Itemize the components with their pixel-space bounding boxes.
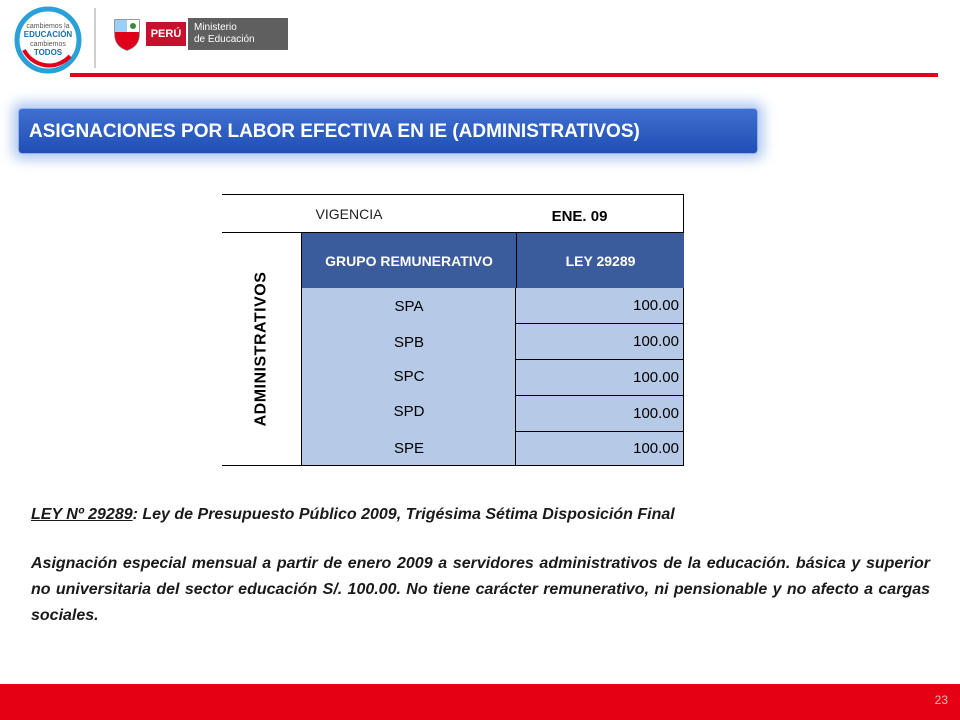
footer-bar bbox=[0, 684, 960, 720]
law-title: : Ley de Presupuesto Público 2009, Trigésima Sétima Disposición Final bbox=[132, 506, 675, 523]
side-label-cell bbox=[222, 232, 302, 466]
slide-title: ASIGNACIONES POR LABOR EFECTIVA EN IE (ADMINISTRATIVOS) bbox=[18, 108, 758, 154]
value-cell: 100.00 bbox=[516, 396, 684, 432]
allowance-table bbox=[222, 194, 684, 466]
side-label: ADMINISTRATIVOS bbox=[252, 271, 270, 427]
vigencia-label: VIGENCIA bbox=[222, 194, 516, 232]
ministry-label bbox=[188, 18, 288, 50]
law-link[interactable]: LEY Nº 29289 bbox=[31, 506, 133, 523]
description-paragraph: Asignación especial mensual a partir de enero 2009 a servidores administrativos de la educación. básica y superior no universitaria del sector educación S/. 100.00. No tiene carácter remunerativo, ni pensionable y no afecto a cargas sociales. bbox=[31, 555, 930, 624]
logo-line4: TODOS bbox=[33, 48, 63, 57]
header-grupo-remunerativo: GRUPO REMUNERATIVO bbox=[302, 232, 516, 288]
campaign-logo bbox=[14, 6, 82, 74]
header-divider bbox=[94, 8, 96, 68]
group-cell: SPE bbox=[393, 439, 424, 457]
peru-label: PERÚ bbox=[146, 22, 186, 46]
logo-line1: cambiemos la bbox=[26, 23, 70, 30]
law-reference bbox=[31, 506, 931, 524]
vigencia-value: ENE. 09 bbox=[516, 194, 684, 232]
ministry-line2: de Educación bbox=[194, 34, 255, 45]
value-cell: 100.00 bbox=[516, 288, 684, 324]
group-cell: SPD bbox=[393, 402, 425, 420]
header-ley: LEY 29289 bbox=[516, 232, 684, 288]
group-cell: SPC bbox=[393, 367, 425, 385]
page-number: 23 bbox=[934, 693, 948, 707]
coat-of-arms-icon bbox=[110, 16, 144, 52]
ministry-line1: Ministerio bbox=[194, 22, 237, 33]
header-rule bbox=[70, 73, 938, 77]
value-cell: 100.00 bbox=[516, 432, 684, 466]
logo-line2: EDUCACIÓN bbox=[23, 30, 73, 39]
group-cell: SPB bbox=[393, 333, 424, 351]
value-cell: 100.00 bbox=[516, 324, 684, 360]
logo-line3: cambiemos bbox=[30, 41, 66, 48]
value-cell: 100.00 bbox=[516, 360, 684, 396]
group-cell: SPA bbox=[394, 297, 424, 315]
